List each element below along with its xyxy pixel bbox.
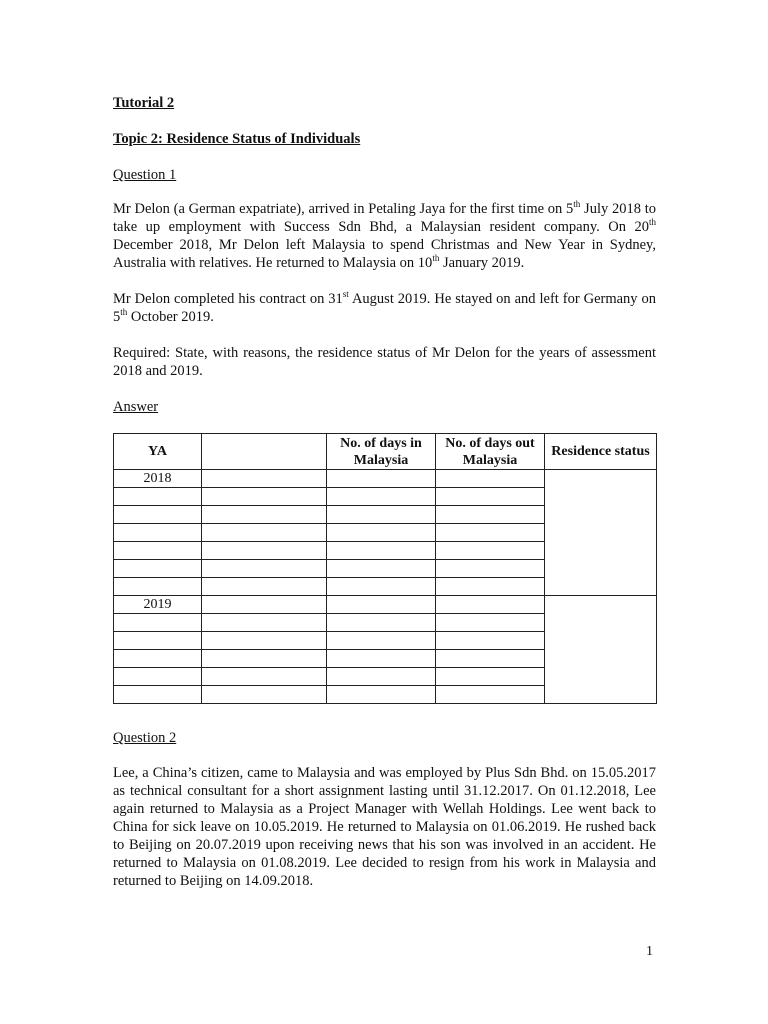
table-cell [327,668,436,686]
table-cell [114,632,202,650]
table-cell [202,578,327,596]
table-cell [202,560,327,578]
table-cell [202,542,327,560]
answer-heading: Answer [113,399,159,415]
header-days-in-malaysia: No. of days in Malaysia [327,434,436,470]
residence-status-2019-cell [545,596,657,704]
table-cell [436,542,545,560]
residence-status-2018-cell [545,470,657,596]
table-cell [202,632,327,650]
header-ya: YA [114,434,202,470]
table-cell [327,650,436,668]
table-cell [114,524,202,542]
header-blank [202,434,327,470]
table-cell [436,686,545,704]
table-cell [436,506,545,524]
table-cell [114,686,202,704]
table-row [114,596,657,614]
table-cell [436,488,545,506]
table-cell [327,524,436,542]
table-cell [436,668,545,686]
table-cell [436,632,545,650]
table-cell [327,686,436,704]
question-1-heading: Question 1 [113,167,177,183]
table-cell [436,596,545,614]
table-cell [202,650,327,668]
table-cell [327,506,436,524]
answer-table [113,433,657,704]
table-row [114,470,657,488]
ya-2018-cell: 2018 [114,470,202,488]
table-header-row [114,434,657,470]
table-cell [114,488,202,506]
table-cell [114,578,202,596]
table-cell [436,470,545,488]
table-cell [436,524,545,542]
table-cell [436,578,545,596]
table-cell [436,560,545,578]
question-2-paragraph: Lee, a China’s citizen, came to Malaysia and was employed by Plus Sdn Bhd. on 15.05.2017 as technical consultant for a short assignment lasting until 31.12.2017. On 01.12.2018, Lee again returned to Malaysia as a Project Manager with Wellah Holdings. Lee went back to China for sick leave on 10.05.2019. He returned to Malaysia on 01.06.2019. He rushed back to Beijing on 20.07.2019 upon receiving news that his son was involved in an accident. He returned to Malaysia on 01.08.2019. Lee decided to resign from his work in Malaysia and returned to Beijing on 14.09.2018. [113,765,656,889]
question-1-paragraph-1: Mr Delon (a German expatriate), arrived in Petaling Jaya for the first time on 5th July 2018 to take up employment with Success Sdn Bhd, a Malaysian resident company. On 20th December 2018, Mr Delon left Malaysia to spend Christmas and New Year in Sydney, Australia with relatives. He returned to Malaysia on 10th January 2019. [113,199,656,271]
table-cell [202,614,327,632]
ya-2019-cell: 2019 [114,596,202,614]
table-cell [114,614,202,632]
table-cell [436,650,545,668]
header-residence-status: Residence status [545,434,657,470]
question-1-required: Required: State, with reasons, the residence status of Mr Delon for the years of assessment 2018 and 2019. [113,345,656,379]
table-cell [436,614,545,632]
header-days-out-malaysia: No. of days out Malaysia [436,434,545,470]
table-cell [202,470,327,488]
document-title: Tutorial 2 [113,95,175,111]
table-cell [327,596,436,614]
table-cell [327,488,436,506]
table-cell [327,560,436,578]
table-cell [202,488,327,506]
table-cell [202,686,327,704]
table-cell [114,668,202,686]
page-number: 1 [646,944,653,959]
table-cell [114,542,202,560]
question-1-paragraph-2: Mr Delon completed his contract on 31st August 2019. He stayed on and left for Germany on 5th October 2019. [113,289,656,325]
table-cell [202,668,327,686]
table-cell [327,578,436,596]
table-cell [327,542,436,560]
question-2-heading: Question 2 [113,730,177,746]
table-cell [202,524,327,542]
table-cell [327,632,436,650]
table-cell [327,470,436,488]
table-cell [114,506,202,524]
table-cell [114,650,202,668]
topic-heading: Topic 2: Residence Status of Individuals [113,131,361,147]
table-cell [202,506,327,524]
table-cell [327,614,436,632]
table-cell [202,596,327,614]
table-cell [114,560,202,578]
